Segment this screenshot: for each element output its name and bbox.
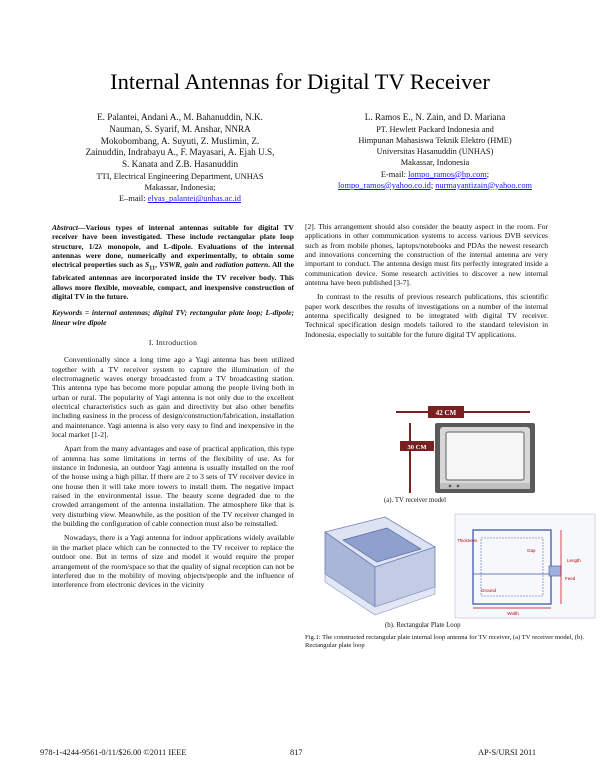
paragraph: [2]. This arrangement should also consider the beauty aspect in the room. For applications in other communication systems to access various DVB services such as from mobile phones, laptops/notebooks and PDAs the newest research and innovations concerning the construction of the internal antenna are very important to conduct. The antenna design must fits perfectly integrated inside a communication device. Some research activities to discover a new internal antenna have been published [3-7].: [305, 222, 548, 288]
author-line: Zainuddin, Indrabayu A., F. Mayasari, A. Ejah U.S,: [85, 147, 275, 158]
paragraph: In contrast to the results of previous research publications, this scientific paper work describes the results of investigations on a number of the internal antenna specifically designed to be integrated with digital TV receiver. Technical specification design models tailored to the standard television in Indonesia, especially to suitable for the future digital TV applications.: [305, 292, 548, 339]
left-column: [52, 223, 294, 590]
abstract-vswr: VSWR, gain: [159, 260, 199, 270]
figure-caption: Fig.1: The constructed rectangular plate internal loop antenna for TV receiver, (a) TV receiver model, (b). Rectangular plate loop: [305, 634, 585, 650]
figure-caption-b: (b). Rectangular Plate Loop: [385, 622, 461, 629]
footer-page-number: 817: [290, 748, 303, 757]
affiliation-line: Makassar, Indonesia;: [144, 183, 216, 193]
right-column: [305, 222, 548, 339]
paragraph: Apart from the many advantages and ease of practical application, this type of antenna has some limitations in terms of the flexibility of use. As for instance in Indonesia, an outdoor Yagi antenna is usually installed on the roof of the house using a high pillar. If there are 2 to 3 sets of TV receiver device in one house then it will take more towers to install them. The negative impact raised in the environmental issue. The beauty scene degraded due to the crowded arrangement of the antenna installation. The atmosphere like that is very disturbing view. Meanwhile, as the position of the TV receiver changed in the building the configuration of cable connection must also be reinstalled.: [52, 444, 294, 529]
author-block-right: [305, 112, 565, 191]
footer-conference: AP-S/URSI 2011: [478, 748, 537, 757]
abstract-and: and: [198, 260, 216, 270]
abstract: [52, 223, 294, 301]
inset-label-feed: Feed: [565, 576, 576, 581]
paragraph: Conventionally since a long time ago a Yagi antenna has been utilized together with a TV receiver system to capture the illumination of the electromagnetic waves energy broadcasted from a TV broadcasting station. This antenna type has become more popular among the people living both in urban or rural. The popularity of Yagi antenna is not only due to the excellent electrical characteristics such as gain and directivity but also other benefits including easiness in the process of design/construction/fabrication, installation and maintenance. Yagi antenna is also very easy to find and inexpensive in the local market [1-2].: [52, 355, 294, 440]
affiliation-line: PT. Hewlett Packard Indonesia and: [376, 124, 494, 134]
abstract-s11-sub: 11: [149, 264, 156, 272]
email-label: E-mail:: [380, 169, 409, 179]
abstract-text-end: . All the fabricated antennas are incorporated inside the TV receiver body. This allows more flexible, moveable, compact, and inexpensive construction of digital TV in the future.: [52, 260, 294, 301]
email-link[interactable]: nurmayantizain@yahoo.com: [435, 180, 533, 190]
footer-copyright: 978-1-4244-9561-0/11/$26.00 ©2011 IEEE: [40, 748, 187, 757]
affiliation-line: Himpunan Mahasiswa Teknik Elektro (HME): [358, 136, 512, 145]
author-line: S. Kanata and Z.B. Hasanuddin: [121, 159, 239, 170]
author-line: E. Palantei, Andani A., M. Bahanuddin, N.K.: [97, 112, 263, 122]
abstract-s11: S: [144, 260, 150, 270]
email-line-left: [60, 193, 300, 204]
author-names-right: L. Ramos E., N. Zain, and D. Mariana: [364, 112, 506, 122]
keywords-label: Keywords =: [52, 308, 92, 318]
affiliation-line: Universitas Hasanuddin (UNHAS): [376, 147, 494, 157]
keywords-text: internal antennas; digital TV; rectangular plate loop; L-dipole; linear wire dipole: [52, 308, 294, 327]
author-line: Nauman, S. Syarif, M. Anshar, NNRA: [109, 123, 251, 134]
email-line-right-2: lompo_ramos@yahoo.co.id; nurmayantizain@yahoo.com: [337, 180, 533, 190]
width-label: 42 CM: [435, 409, 457, 417]
abstract-sep: ,: [155, 260, 160, 270]
tv-screen: [446, 432, 524, 480]
plate-loop-figure: [305, 512, 597, 632]
author-names-left: [60, 112, 300, 171]
figure-caption-a: (a). TV receiver model: [384, 497, 447, 504]
abstract-radiation: radiation pattern: [215, 260, 269, 270]
inset-label-gap: Gap: [527, 548, 536, 553]
abstract-dash: —: [78, 223, 86, 232]
paragraph: Nowadays, there is a Yagi antenna for indoor applications widely available in the market place which can be connected to the TV receiver to replace the outdoor one. But in terms of size and model it would require the proper arrangement of the room/space so that the quality of signal reception can not be interfered due to the mobility of moving objects/people and the influence of interference from electronic devices in the vicinity: [52, 533, 294, 590]
email-label: E–mail:: [119, 194, 148, 204]
email-link[interactable]: elyas_palantei@unhas.ac.id: [147, 194, 241, 204]
tv-receiver-figure: [300, 405, 598, 515]
inset-label-thickness: Thickness: [457, 538, 478, 543]
abstract-label: Abstract: [52, 223, 78, 232]
tv-panel: [440, 483, 530, 489]
inset-label-width: Width: [507, 611, 519, 616]
email-line-right: E-mail: lompo_ramos@hp.com;: [380, 169, 490, 179]
feed-port: [549, 566, 561, 576]
affiliation-line: TTI, Electrical Engineering Department, UNHAS: [96, 171, 264, 181]
section-heading: I. Introduction: [148, 337, 198, 347]
author-line: Mokobombang, A. Suyuti, Z. Muslimin, Z.: [100, 135, 260, 146]
email-link[interactable]: lompo_ramos@yahoo.co.id: [337, 180, 431, 190]
paper-title: Internal Antennas for Digital TV Receiver: [110, 69, 490, 94]
keywords: [52, 308, 294, 327]
affiliation-line: Makassar, Indonesia: [400, 158, 470, 168]
abstract-text: Various types of internal antennas suitable for digital TV receiver have been investigated. These include rectangular plate loop structure, 1/2λ monopole, and L-dipole. Evaluations of the internal antennas were done, numerically and experimentally, to obtain some electrical properties such as: [52, 223, 294, 270]
height-label: 30 CM: [407, 444, 427, 451]
email-link[interactable]: lompo_ramos@hp.com: [408, 169, 487, 179]
author-block-left: [60, 112, 300, 205]
inset-label-ground: Ground: [481, 588, 497, 593]
inset-label-length: Length: [567, 558, 581, 563]
